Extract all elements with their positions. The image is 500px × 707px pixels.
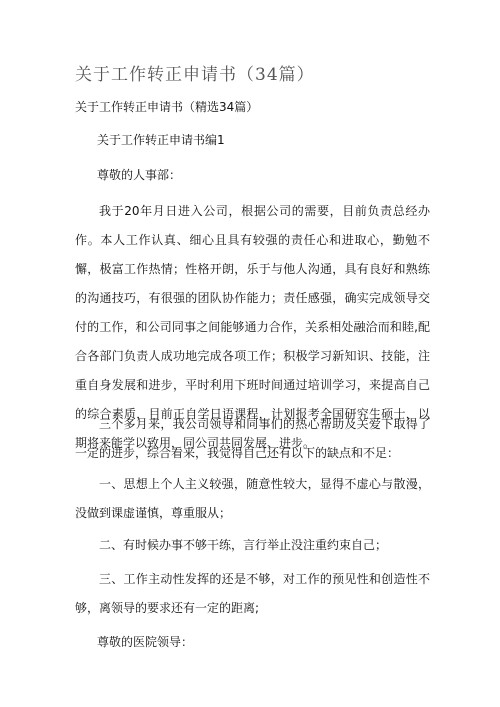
list-item-shortcoming-3: 三、工作主动性发挥的还是不够，对工作的预见性和创造性不够，离领导的要求还有一定的距离; [75,572,430,615]
list-item-shortcoming-2: 二、有时候办事不够干练，言行举止没注重约束自己； [99,538,388,552]
document-title: 关于工作转正申请书（34篇） [75,65,315,85]
document-subtitle: 关于工作转正申请书（精选34篇） [75,100,259,114]
body-paragraph-intro: 我于20年月日进入公司，根据公司的需要，目前负责总经办作。本人工作认真、细心且具有较强的责任心和进取心，勤勉不懈，极富工作热情；性格开朗，乐于与他人沟通，具有良好和熟练的沟通技巧，有很强的团队协作能力；责任感强，确实完成领导交付的工作，和公司同事之间能够通力合作，关系相处融洽而和睦,配合各部门负责人成功地完成各项工作；积极学习新知识、技能，注重自身发展和进步，平时利用下班时间通过培训学习，来提高自己的综合素质，目前正自学日语课程，计划报考全国研究生硕士，以期将来能学以致用，同公司共同发展、进步。 [75,204,430,450]
body-paragraph-progress: 三个多月来，我公司领导和同事们的热心帮助及关爱下取得了一定的进步，综合看来，我觉得自己还有以下的缺点和不足： [75,417,430,460]
greeting-hospital-leaders: 尊敬的医院领导： [97,635,194,649]
greeting-hr-department: 尊敬的人事部： [97,168,182,182]
list-item-shortcoming-1: 一、思想上个人主义较强，随意性较大，显得不虚心与散漫，没做到课虚谨慎，尊重服从； [75,477,430,520]
section-heading: 关于工作转正申请书编1 [97,133,225,147]
